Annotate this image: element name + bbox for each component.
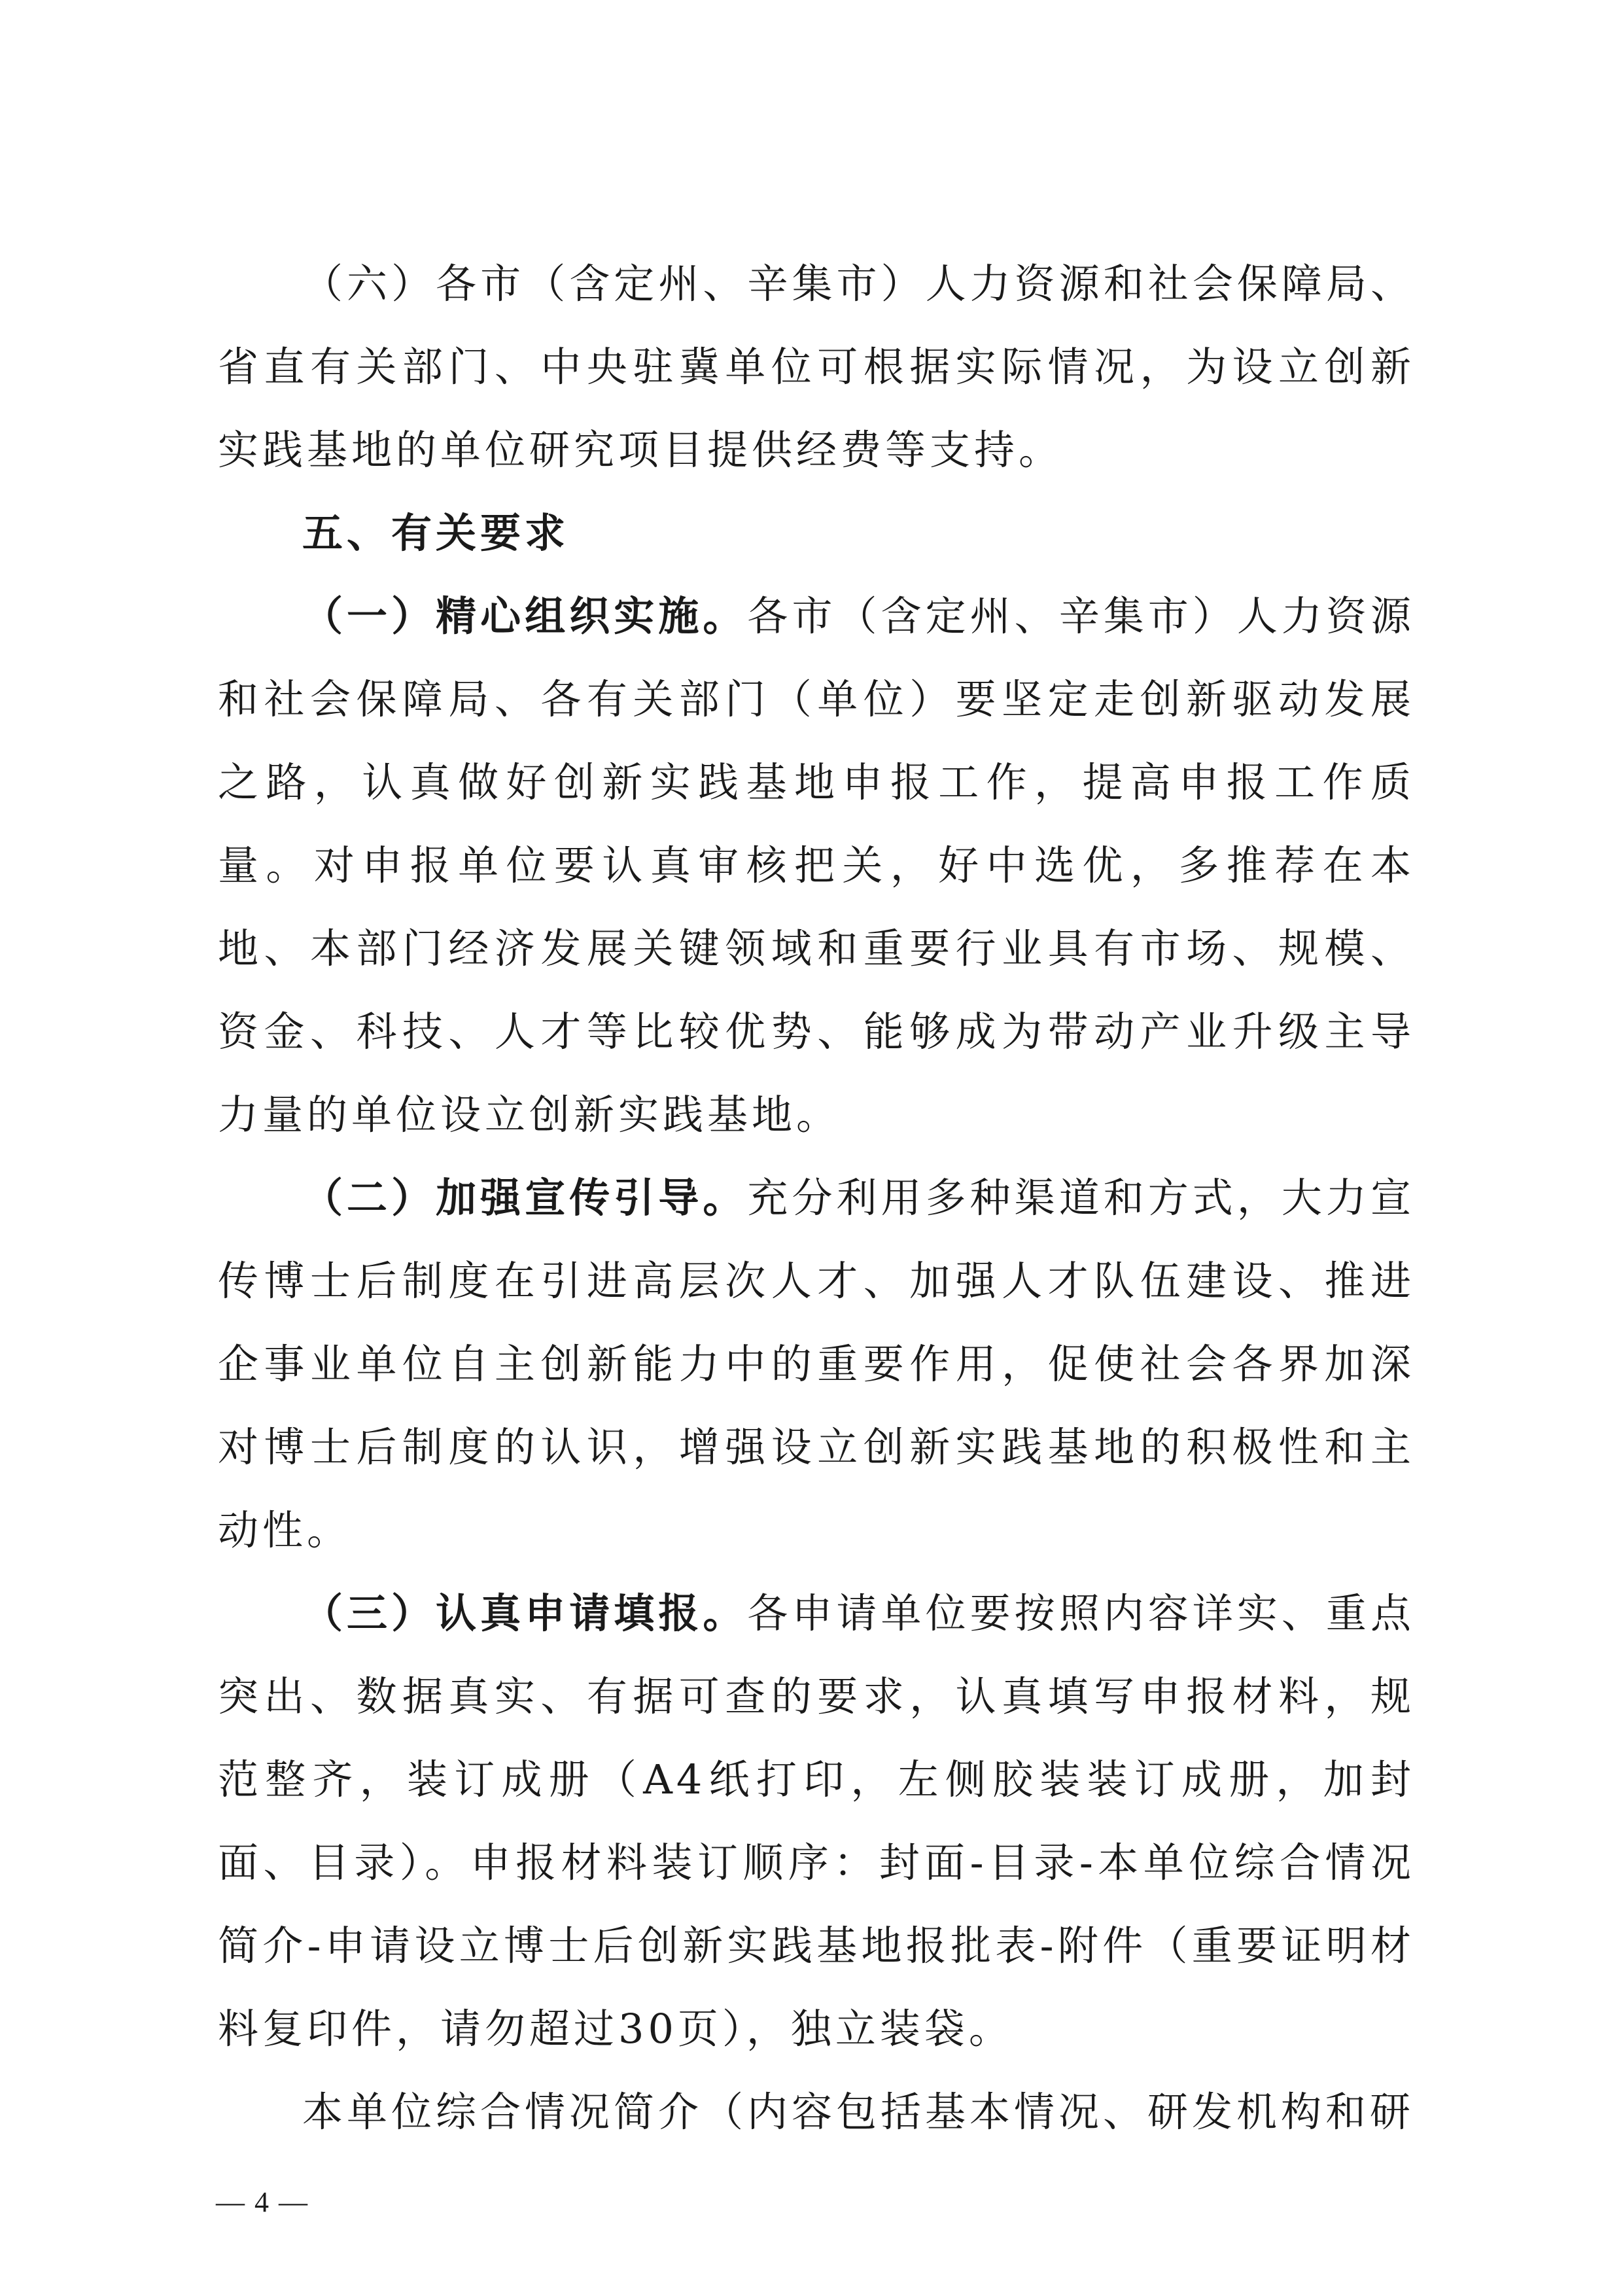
paragraph-unit-overview: 本单位综合情况简介（内容包括基本情况、研发机构和研 <box>302 2088 1415 2136</box>
subheading-organize-implementation: （一）精心组织实施。 <box>302 592 748 640</box>
body-text <box>218 242 1415 2153</box>
paragraph-support-funding: （六）各市（含定州、辛集市）人力资源和社会保障局、省直有关部门、中央驻冀单位可根据实际情况，为设立创新实践基地的单位研究项目提供经费等支持。 <box>218 260 1415 474</box>
paragraph-application-filing <box>218 1572 1415 2070</box>
paragraph-organize-implementation <box>218 574 1415 1156</box>
subheading-publicity-guidance: （二）加强宣传引导。 <box>302 1174 748 1222</box>
paragraph-organize-implementation-body: 各市（含定州、辛集市）人力资源和社会保障局、各有关部门（单位）要坚定走创新驱动发展之路，认真做好创新实践基地申报工作，提高申报工作质量。对申报单位要认真审核把关，好中选优，多推荐在本地、本部门经济发展关键领域和重要行业具有市场、规模、资金、科技、人才等比较优势、能够成为带动产业升级主导力量的单位设立创新实践基地。 <box>218 592 1415 1139</box>
paragraph-publicity-guidance <box>218 1156 1415 1572</box>
page-number: — 4 — <box>216 2186 309 2218</box>
section-heading-requirements: 五、有关要求 <box>302 509 570 557</box>
paragraph-publicity-guidance-body: 充分利用多种渠道和方式，大力宣传博士后制度在引进高层次人才、加强人才队伍建设、推进企事业单位自主创新能力中的重要作用，促使社会各界加深对博士后制度的认识，增强设立创新实践基地的积极性和主动性。 <box>218 1174 1415 1554</box>
paragraph-application-filing-body: 各申请单位要按照内容详实、重点突出、数据真实、有据可查的要求，认真填写申报材料，规范整齐，装订成册（A4纸打印，左侧胶装装订成册，加封面、目录）。申报材料装订顺序：封面-目录-本单位综合情况简介-申请设立博士后创新实践基地报批表-附件（重要证明材料复印件，请勿超过30页），独立装袋。 <box>218 1589 1415 2053</box>
subheading-application-filing: （三）认真申请填报。 <box>302 1589 748 1637</box>
